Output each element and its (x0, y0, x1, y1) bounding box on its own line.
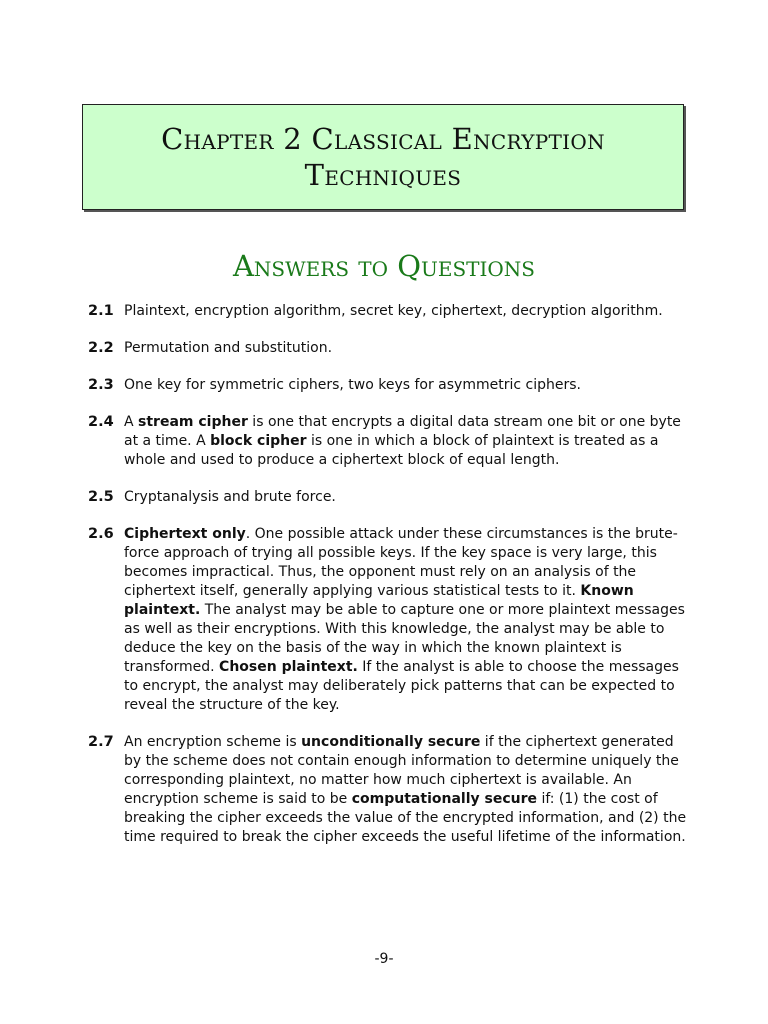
answer-text-run: . One possible attack under these circumstances is the brute-force approach of trying all possible keys. If the key space is very large, this becomes impractical. Thus, the opponent must rely on an analysis of the ciphertext itself, generally applying various statistical tests to it. (124, 526, 678, 599)
answer-term: Ciphertext only (124, 526, 246, 542)
answer-text-run: is one in which a block of plaintext is treated as a whole and used to produce a ciphertext block of equal length. (124, 433, 659, 468)
answer-text-run: if the ciphertext generated by the scheme does not contain enough information to determine uniquely the corresponding plaintext, no matter how much ciphertext is available. An encryption scheme is said to be (124, 734, 679, 807)
answer-term: computationally secure (351, 791, 537, 807)
answer-term: Chosen plaintext. (219, 659, 358, 675)
answer-text (124, 339, 688, 358)
answer-text-run: An encryption scheme is (124, 734, 302, 750)
answer-item (88, 302, 688, 321)
answer-number: 2.4 (88, 414, 114, 430)
answer-text-run: Permutation and substitution. (124, 340, 333, 356)
answer-number: 2.3 (88, 377, 114, 393)
chapter-title-box (82, 104, 684, 210)
answer-number: 2.7 (88, 734, 114, 750)
answer-item (88, 376, 688, 395)
answer-term: stream cipher (138, 414, 248, 430)
answer-term: Known plaintext. (124, 583, 634, 618)
answer-text (124, 488, 688, 507)
answer-number: 2.2 (88, 340, 114, 356)
answer-number: 2.1 (88, 303, 114, 319)
answer-text-run: One key for symmetric ciphers, two keys for asymmetric ciphers. (124, 377, 581, 393)
answer-text-run: A (124, 414, 139, 430)
page-number: -9- (374, 951, 394, 967)
answer-text-run: Plaintext, encryption algorithm, secret key, ciphertext, decryption algorithm. (124, 303, 663, 319)
answer-text (124, 302, 688, 321)
answer-item (88, 488, 688, 507)
answer-text (124, 413, 688, 470)
answer-item (88, 413, 688, 470)
answer-text-run: The analyst may be able to capture one or more plaintext messages as well as their encryptions. With this knowledge, the analyst may be able to deduce the key on the basis of the way in which the known plaintext is transformed. (124, 602, 685, 675)
answer-number: 2.5 (88, 489, 114, 505)
answer-term: block cipher (210, 433, 307, 449)
answer-text-run: If the analyst is able to choose the messages to encrypt, the analyst may deliberately pick patterns that can be expected to reveal the structure of the key. (124, 659, 679, 713)
answer-text (124, 376, 688, 395)
answer-item (88, 339, 688, 358)
section-heading: Answers to Questions (232, 249, 535, 283)
chapter-title-line-1: Chapter 2 Classical Encryption (161, 122, 605, 156)
answer-text (124, 525, 688, 715)
answer-item (88, 525, 688, 715)
answer-text (124, 733, 688, 847)
answers-list (88, 302, 688, 865)
chapter-title-line-2: Techniques (304, 158, 462, 192)
answer-text-run: Cryptanalysis and brute force. (124, 489, 336, 505)
answer-text-run: if: (1) the cost of breaking the cipher exceeds the value of the encrypted information, and (2) the time required to break the cipher exceeds the useful lifetime of the information. (124, 791, 687, 845)
answer-number: 2.6 (88, 526, 114, 542)
answer-term: unconditionally secure (301, 734, 481, 750)
answer-text-run: is one that encrypts a digital data stream one bit or one byte at a time. A (124, 414, 681, 449)
answer-item (88, 733, 688, 847)
